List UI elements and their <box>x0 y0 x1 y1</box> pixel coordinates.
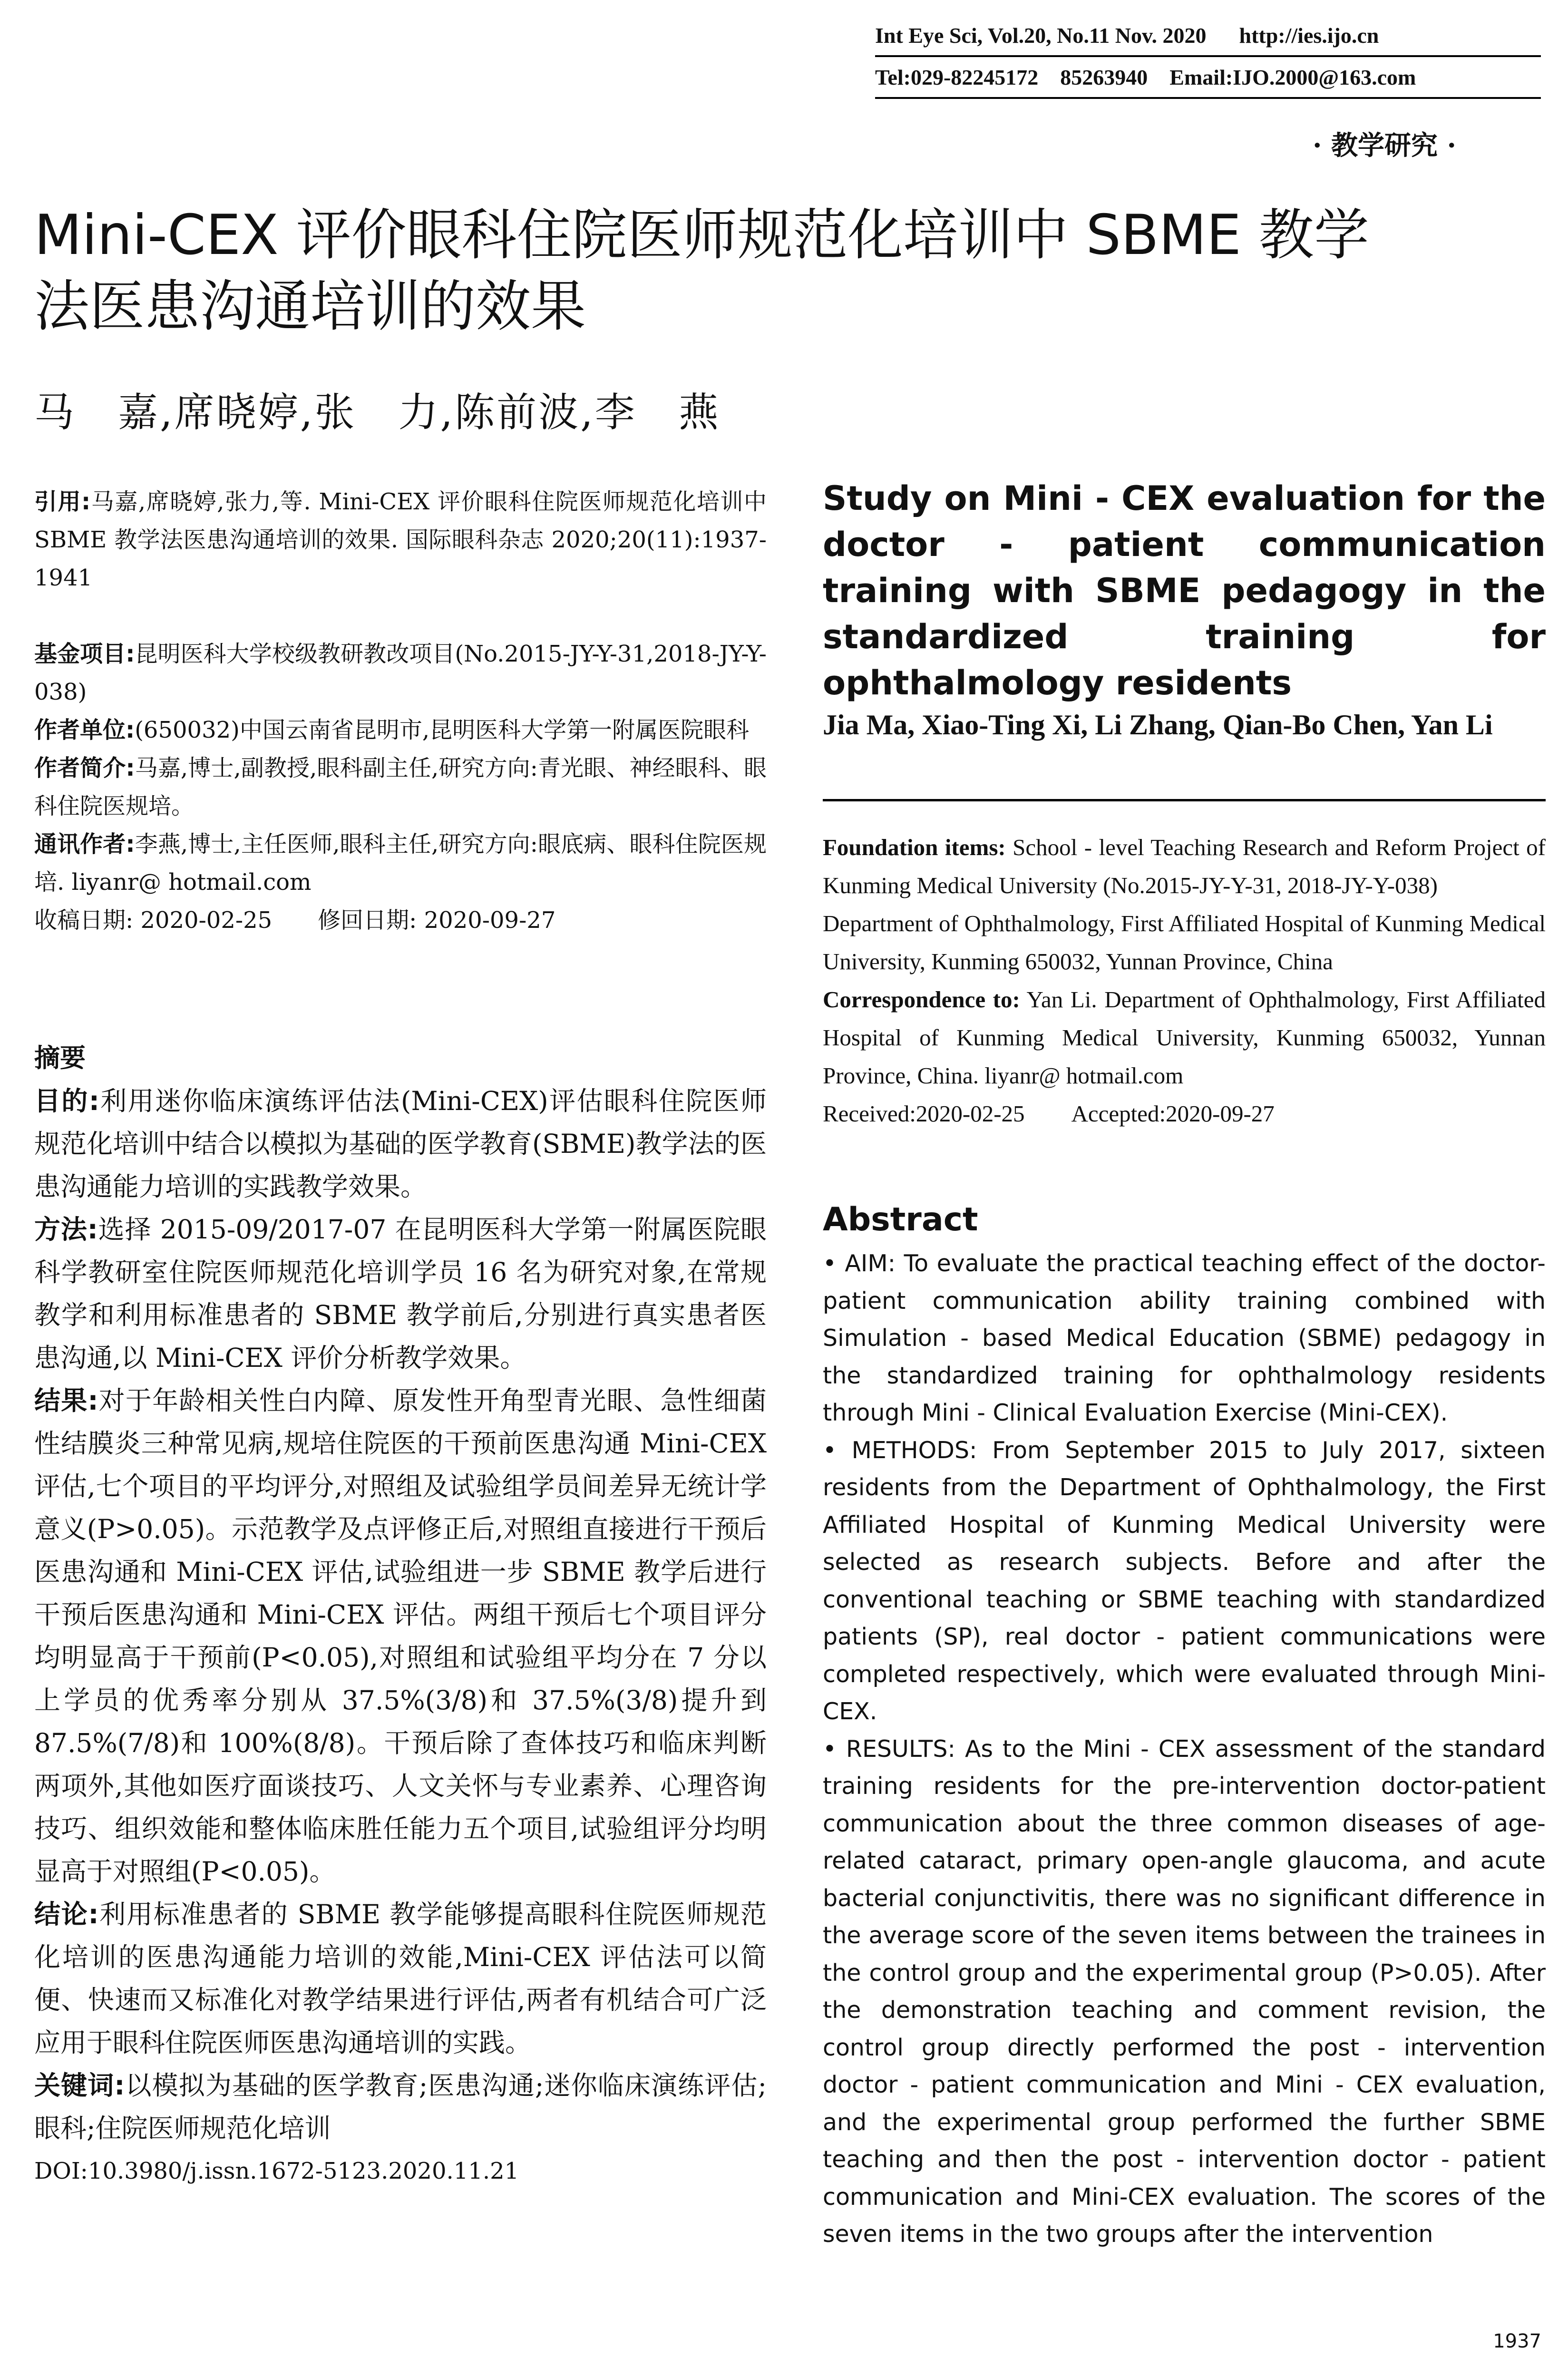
foundation-label: Foundation items: <box>823 834 1006 860</box>
results-label-cn: 结果: <box>34 1385 98 1416</box>
results-text-cn: 对于年龄相关性白内障、原发性开角型青光眼、急性细菌性结膜炎三种常见病,规培住院医的干预前医患沟通 Mini-CEX 评估,七个项目的平均评分,对照组及试验组学员间差异无统计学意义(P>0.05)。示范教学及点评修正后,对照组直接进行干预后医患沟通和 Mini-CEX 评估,试验组进一步 SBME 教学后进行干预后医患沟通和 Mini-CEX 评估。两组干预后七个项目评分均明显高于干预前(P<0.05),对照组和试验组平均分在 7 分以上学员的优秀率分别从 37.5%(3/8)和 37.5%(3/8)提升到 87.5%(7/8)和 100%(8/8)。干预后除了查体技巧和临床判断两项外,其他如医疗面谈技巧、人文关怀与专业素养、心理咨询技巧、组织效能和整体临床胜任能力五个项目,试验组评分均明显高于对照组(P<0.05)。 <box>34 1385 767 1887</box>
paper-title-line-1: Mini-CEX 评价眼科住院医师规范化培训中 SBME 教学 <box>34 203 1369 267</box>
correspondence-text: Yan Li. Department of Ophthalmology, First Affiliated Hospital of Kunming Medical University, Kunming 650032, Yunnan Province, China. liyanr@ hotmail.com <box>823 986 1546 1089</box>
english-section-rule <box>823 799 1546 801</box>
chinese-abstract <box>34 1037 767 2192</box>
correspondence <box>823 981 1546 1095</box>
affiliation-text: (650032)中国云南省昆明市,昆明医科大学第一附属医院眼科 <box>135 717 750 743</box>
keywords-label-cn: 关键词: <box>34 2070 125 2101</box>
conclusion-text-cn: 利用标准患者的 SBME 教学能够提高眼科住院医师规范化培训的医患沟通能力培训的效能,Mini-CEX 评估法可以简便、快速而又标准化对教学结果进行评估,两者有机结合可广泛应用于眼科住院医师医患沟通培训的实践。 <box>34 1899 767 2058</box>
journal-header-line-2: Tel:029-82245172 85263940 Email:IJO.2000@163.com <box>875 65 1416 89</box>
abstract-heading-cn: 摘要 <box>34 1043 86 1073</box>
paper-title <box>34 200 1537 342</box>
aim-label-cn: 目的: <box>34 1086 99 1116</box>
fund-text: 昆明医科大学校级教研教改项目(No.2015-JY-Y-31,2018-JY-Y-038) <box>34 641 767 705</box>
foundation-text: School - level Teaching Research and Reform Project of Kunming Medical University (No.2015-JY-Y-31, 2018-JY-Y-038) <box>823 834 1546 898</box>
english-front-matter <box>823 828 1546 1133</box>
citation-text: 马嘉,席晓婷,张力,等. Mini-CEX 评价眼科住院医师规范化培训中 SBME 教学法医患沟通培训的效果. 国际眼科杂志 2020;20(11):1937-1941 <box>34 488 767 591</box>
header-rule-2 <box>875 97 1541 99</box>
citation-label: 引用: <box>34 488 91 515</box>
corresponding-label: 通讯作者: <box>34 831 135 857</box>
aim-text-cn: 利用迷你临床演练评估法(Mini-CEX)评估眼科住院医师规范化培训中结合以模拟为基础的医学教育(SBME)教学法的医患沟通能力培训的实践教学效果。 <box>34 1086 767 1202</box>
citation <box>34 483 767 597</box>
english-title: Study on Mini - CEX evaluation for the doctor - patient communication training with SBME pedagogy in the standardized training for ophthalmology residents <box>823 479 1546 702</box>
english-abstract <box>823 1245 1546 2253</box>
conclusion-cn <box>34 1893 767 2064</box>
foundation-items <box>823 828 1546 905</box>
conclusion-label-cn: 结论: <box>34 1899 99 1929</box>
author-bio <box>34 749 767 825</box>
paper-title-line-2: 法医患沟通培训的效果 <box>34 274 586 339</box>
results-en: • RESULTS: As to the Mini - CEX assessment of the standard training residents for the pre-intervention doctor-patient communication about the three common diseases of age-related cataract, primary open-angle glaucoma, and acute bacterial conjunctivitis, there was no significant difference in the average score of the seven items between the trainees in the control group and the experimental group (P>0.05). After the demonstration teaching and comment revision, the control group directly performed the post - intervention doctor - patient communication and Mini - CEX evaluation, and the experimental group performed the further SBME teaching and then the post - intervention doctor - patient communication and Mini-CEX evaluation. The scores of the seven items in the two groups after the intervention <box>823 1735 1546 2248</box>
results-cn <box>34 1379 767 1893</box>
journal-header-line-1: Int Eye Sci, Vol.20, No.11 Nov. 2020 http://ies.ijo.cn <box>875 23 1379 48</box>
fund-label: 基金项目: <box>34 641 135 667</box>
header-rule-1 <box>875 55 1541 57</box>
aim-en: • AIM: To evaluate the practical teaching effect of the doctor-patient communication ability training combined with Simulation - based Medical Education (SBME) pedagogy in the standardized training for ophthalmology residents through Mini - Clinical Evaluation Exercise (Mini-CEX). <box>823 1250 1546 1426</box>
keywords-text-cn: 以模拟为基础的医学教育;医患沟通;迷你临床演练评估;眼科;住院医师规范化培训 <box>34 2070 767 2143</box>
dates: 收稿日期: 2020-02-25 修回日期: 2020-09-27 <box>34 907 556 934</box>
methods-en: • METHODS: From September 2015 to July 2017, sixteen residents from the Department of Ophthalmology, the First Affiliated Hospital of Kunming Medical University were selected as research subjects. Before and after the conventional teaching or SBME teaching with standardized patients (SP), real doctor - patient communications were completed respectively, which were evaluated through Mini-CEX. <box>823 1436 1546 1725</box>
page-number: 1937 <box>1493 2330 1541 2352</box>
received-accepted: Received:2020-02-25 Accepted:2020-09-27 <box>823 1101 1275 1127</box>
corresponding-text: 李燕,博士,主任医师,眼科主任,研究方向:眼底病、眼科住院医规培. liyanr@ hotmail.com <box>34 831 767 896</box>
department: Department of Ophthalmology, First Affiliated Hospital of Kunming Medical University, Kunming 650032, Yunnan Province, China <box>823 910 1546 974</box>
keywords-cn <box>34 2064 767 2150</box>
methods-label-cn: 方法: <box>34 1214 98 1245</box>
methods-cn <box>34 1208 767 1379</box>
aim-cn <box>34 1080 767 1208</box>
abstract-heading-en: Abstract <box>823 1201 978 1238</box>
author-list: 马 嘉,席晓婷,张 力,陈前波,李 燕 <box>34 389 721 436</box>
fund-info <box>34 635 767 711</box>
doi: DOI:10.3980/j.issn.1672-5123.2020.11.21 <box>34 2158 519 2184</box>
bio-label: 作者简介: <box>34 755 135 781</box>
affiliation-label: 作者单位: <box>34 717 135 743</box>
section-label: · 教学研究 · <box>1313 130 1456 161</box>
english-authors: Jia Ma, Xiao-Ting Xi, Li Zhang, Qian-Bo Chen, Yan Li <box>823 709 1493 740</box>
bio-text: 马嘉,博士,副教授,眼科副主任,研究方向:青光眼、神经眼科、眼科住院医规培。 <box>34 755 767 819</box>
methods-text-cn: 选择 2015-09/2017-07 在昆明医科大学第一附属医院眼科学教研室住院医师规范化培训学员 16 名为研究对象,在常规教学和利用标准患者的 SBME 教学前后,分别进行真实患者医患沟通,以 Mini-CEX 评价分析教学效果。 <box>34 1214 767 1373</box>
correspondence-label: Correspondence to: <box>823 986 1020 1013</box>
corresponding-author <box>34 825 767 901</box>
affiliation <box>34 711 767 749</box>
left-column-front-matter <box>34 483 767 939</box>
